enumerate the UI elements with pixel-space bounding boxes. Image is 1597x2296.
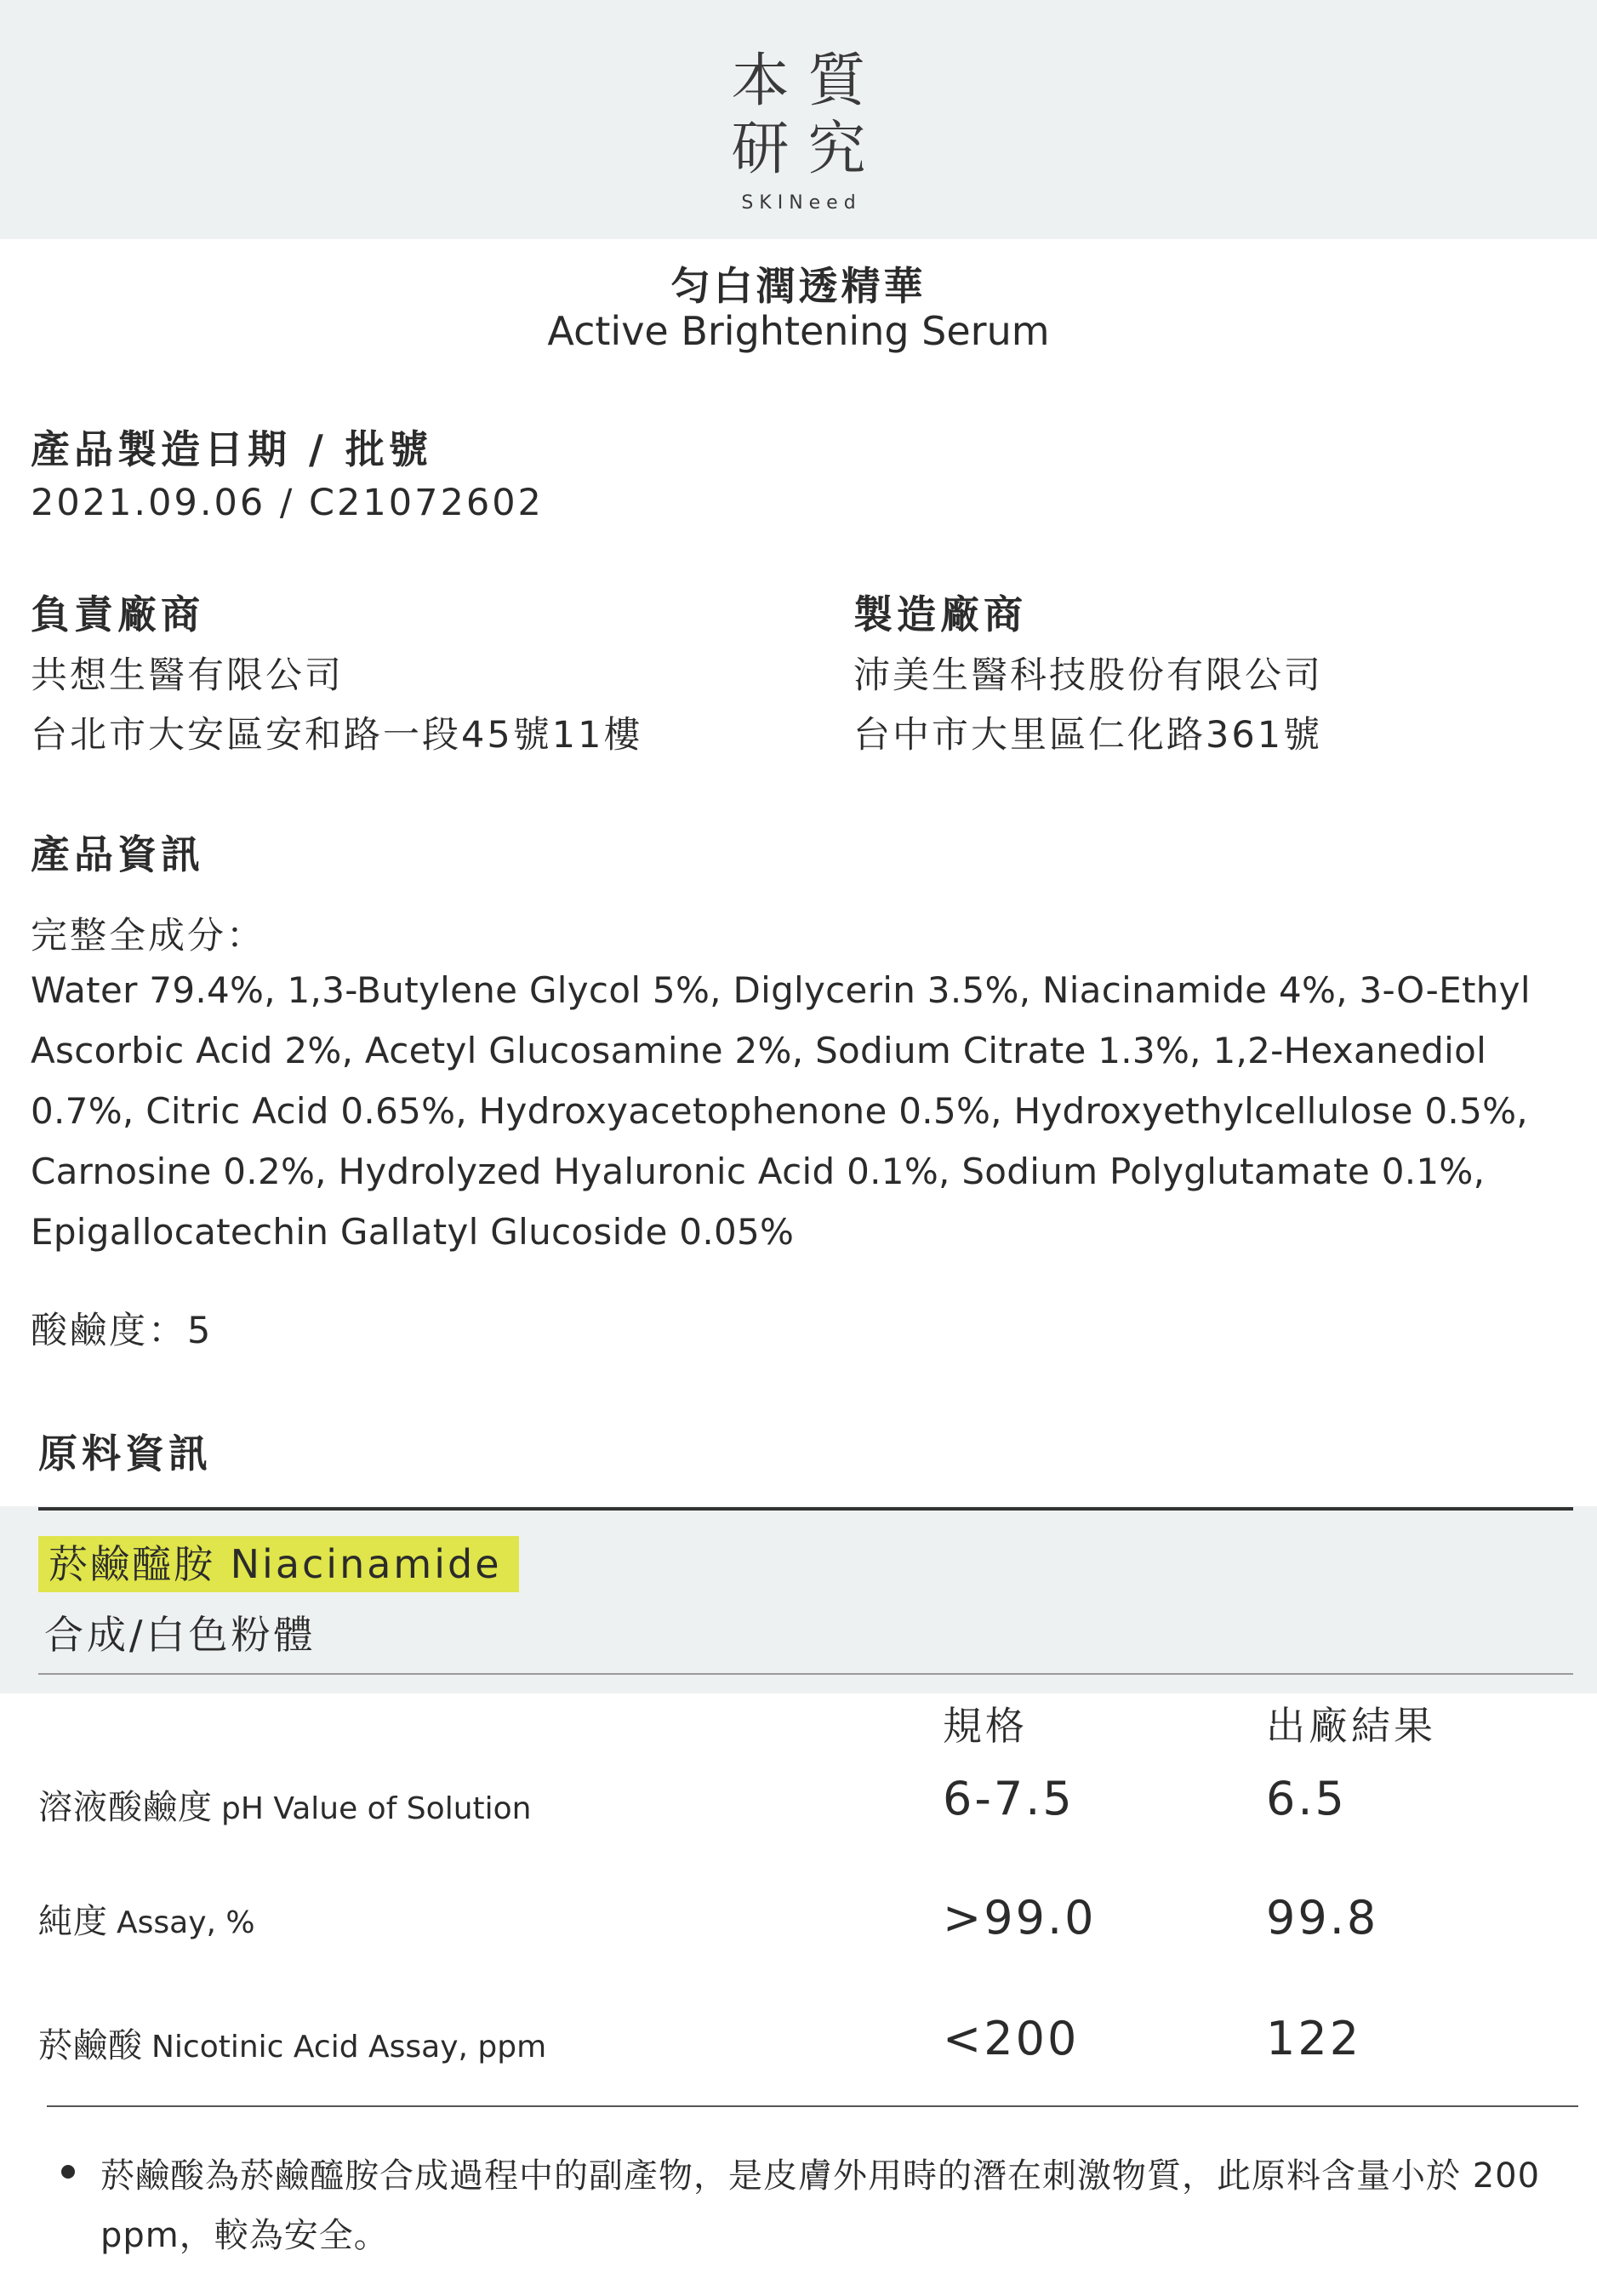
table-row-label: 菸鹼酸 Nicotinic Acid Assay, ppm [38, 2026, 547, 2065]
raw-material-heading: 原料資訊 [38, 1431, 212, 1476]
raw-material-name: 菸鹼醯胺 Niacinamide [38, 1536, 519, 1592]
product-info-heading: 產品資訊 [31, 831, 204, 877]
manufacture-heading: 產品製造日期 / 批號 [31, 426, 432, 472]
logo-line-2: 研究 [731, 116, 885, 183]
logo-line-1: 本質 [731, 48, 885, 115]
table-cell-spec: >99.0 [943, 1891, 1097, 1945]
manufacture-value: 2021.09.06 / C21072602 [31, 482, 544, 524]
table-cell-spec: 6-7.5 [943, 1772, 1075, 1825]
raw-material-panel [0, 1506, 1597, 1693]
product-name-en: Active Brightening Serum [547, 308, 1050, 354]
ingredients-label: 完整全成分： [31, 915, 265, 957]
divider [38, 1507, 1573, 1511]
table-cell-result: 6.5 [1266, 1772, 1347, 1825]
manufacturer-company: 沛美生醫科技股份有限公司 [853, 654, 1323, 697]
manufacturer-address: 台中市大里區仁化路361號 [853, 714, 1323, 757]
divider [38, 1673, 1573, 1675]
header-banner [0, 0, 1597, 239]
table-cell-spec: <200 [943, 2012, 1080, 2065]
column-header-result: 出廠結果 [1266, 1703, 1436, 1749]
table-row-label: 溶液酸鹼度 pH Value of Solution [38, 1788, 532, 1827]
responsible-heading: 負責廠商 [31, 591, 204, 637]
divider [47, 2105, 1578, 2107]
product-name-zh: 匀白潤透精華 [670, 263, 927, 309]
table-row-label: 純度 Assay, % [38, 1902, 255, 1941]
responsible-company: 共想生醫有限公司 [31, 654, 344, 697]
raw-material-note: 菸鹼酸為菸鹼醯胺合成過程中的副產物，是皮膚外用時的潛在刺激物質，此原料含量小於 200 ppm，較為安全。 [100, 2156, 1541, 2255]
table-cell-result: 122 [1266, 2012, 1362, 2065]
column-header-spec: 規格 [943, 1703, 1028, 1749]
logo-english: SKINeed [741, 192, 862, 214]
table-cell-result: 99.8 [1266, 1891, 1379, 1945]
responsible-address: 台北市大安區安和路一段45號11樓 [31, 714, 643, 757]
raw-material-type: 合成/白色粉體 [44, 1612, 317, 1658]
brand-logo [0, 48, 1597, 214]
manufacturer-heading: 製造廠商 [853, 591, 1027, 637]
ph-value: 酸鹼度：5 [31, 1310, 214, 1352]
bullet-icon [61, 2165, 75, 2179]
ingredients-list: Water 79.4%, 1,3-Butylene Glycol 5%, Diglycerin 3.5%, Niacinamide 4%, 3-O-Ethyl Ascorbic Acid 2%, Acetyl Glucosamine 2%, Sodium Citrate 1.3%, 1,2-Hexanediol 0.7%, Citric Acid 0.65%, Hydroxyacetophenone 0.5%, Hydroxyethylcellulose 0.5%, Carnosine 0.2%, Hydrolyzed Hyaluronic Acid 0.1%, Sodium Polyglutamate 0.1%, Epigallocatechin Gallatyl Glucoside 0.05% [31, 969, 1531, 1253]
